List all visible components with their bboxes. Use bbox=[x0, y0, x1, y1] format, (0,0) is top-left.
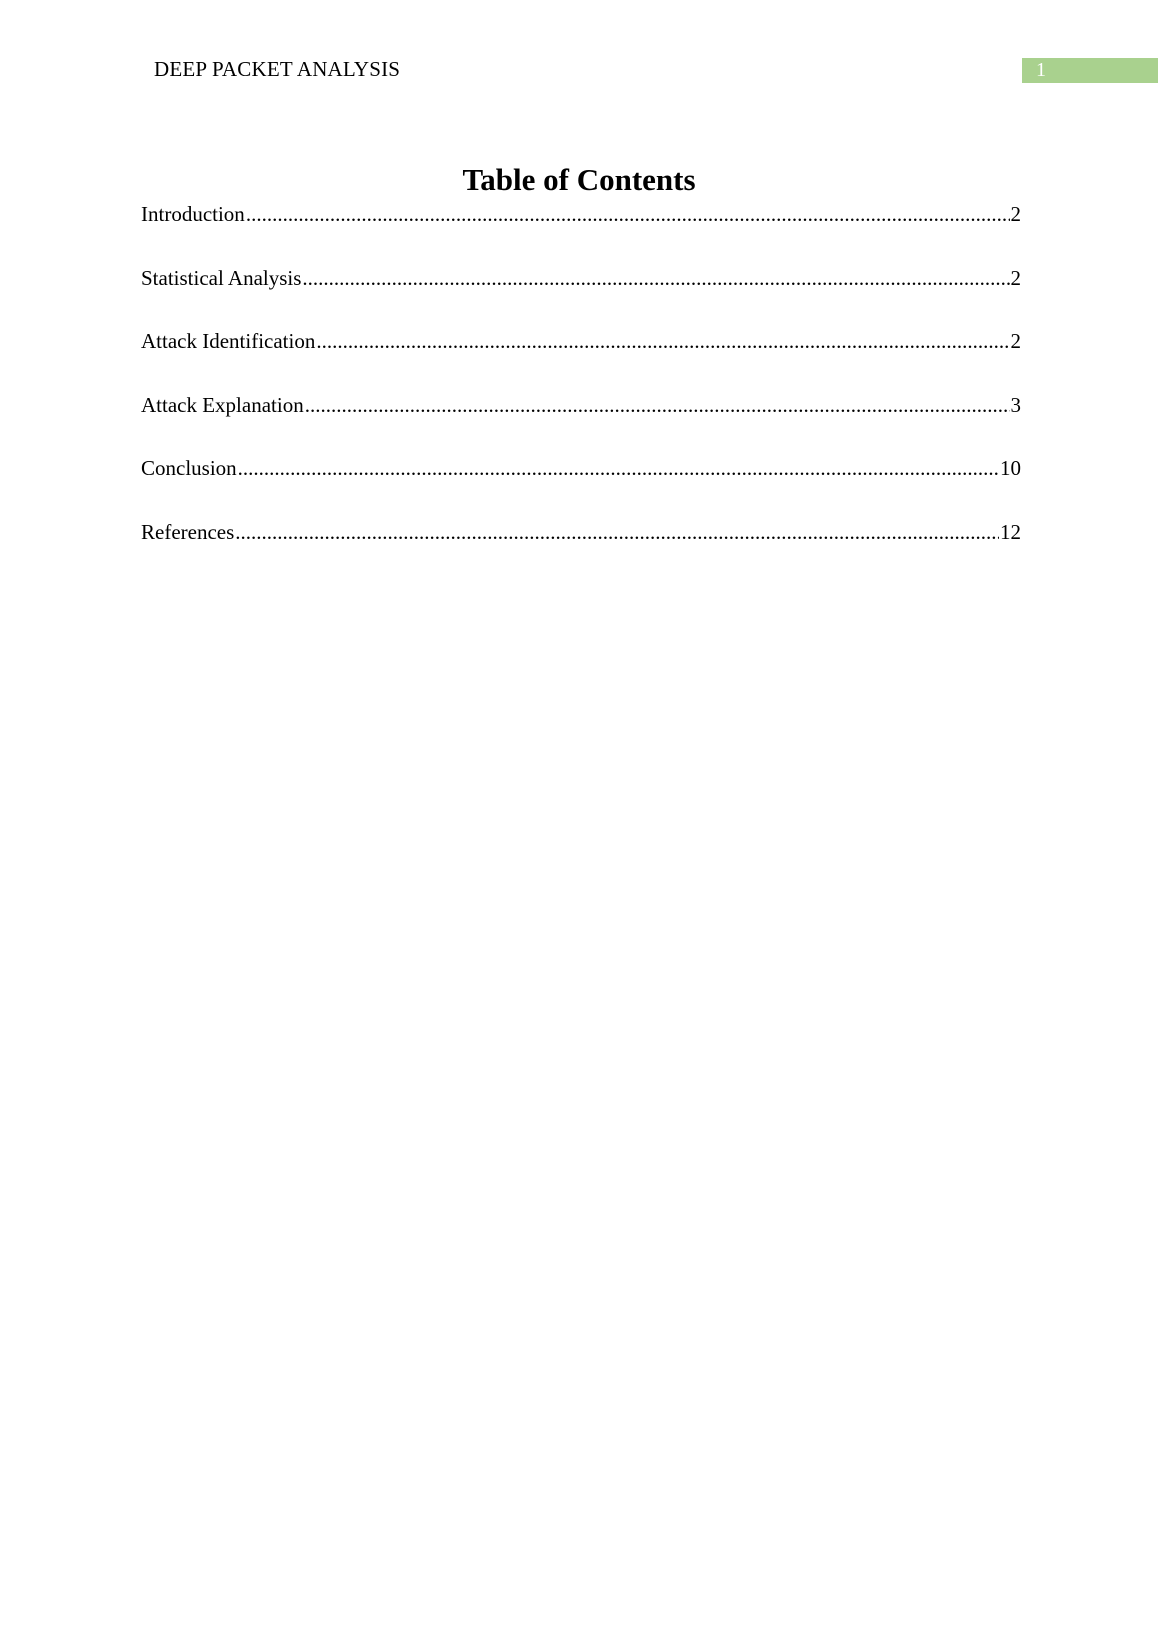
toc-dot-leader bbox=[235, 518, 999, 546]
toc-dot-leader bbox=[246, 200, 1010, 228]
toc-entry-label: Conclusion bbox=[141, 456, 237, 480]
toc-entry-page: 3 bbox=[1010, 392, 1021, 417]
toc-entry-label: Attack Identification bbox=[141, 329, 316, 353]
toc-entry-label: References bbox=[141, 519, 235, 544]
toc-entry-page: 12 bbox=[1000, 519, 1021, 544]
toc-dot-leader bbox=[238, 454, 999, 482]
toc-entry-page: 2 bbox=[1010, 329, 1021, 353]
toc-entry-statistical-analysis[interactable] bbox=[141, 264, 1021, 328]
toc-dot-leader bbox=[305, 391, 1010, 419]
toc-entry-attack-identification[interactable] bbox=[141, 327, 1021, 391]
toc-entry-label: Statistical Analysis bbox=[141, 265, 302, 290]
toc-entry-page: 2 bbox=[1010, 265, 1021, 290]
toc-dot-leader bbox=[302, 264, 1009, 292]
page-number: 1 bbox=[1036, 59, 1046, 81]
toc-entry-label: Introduction bbox=[141, 202, 245, 226]
page-number-box bbox=[1022, 58, 1158, 83]
toc-entry-attack-explanation[interactable] bbox=[141, 391, 1021, 455]
toc-list bbox=[141, 200, 1021, 581]
toc-entry-references[interactable] bbox=[141, 518, 1021, 582]
running-header-title: DEEP PACKET ANALYSIS bbox=[154, 57, 401, 81]
toc-entry-page: 10 bbox=[1000, 456, 1021, 480]
toc-heading: Table of Contents bbox=[462, 162, 696, 197]
toc-entry-label: Attack Explanation bbox=[141, 392, 304, 417]
toc-entry-introduction[interactable] bbox=[141, 200, 1021, 264]
toc-dot-leader bbox=[316, 327, 1009, 355]
toc-entry-page: 2 bbox=[1010, 202, 1021, 226]
toc-entry-conclusion[interactable] bbox=[141, 454, 1021, 518]
